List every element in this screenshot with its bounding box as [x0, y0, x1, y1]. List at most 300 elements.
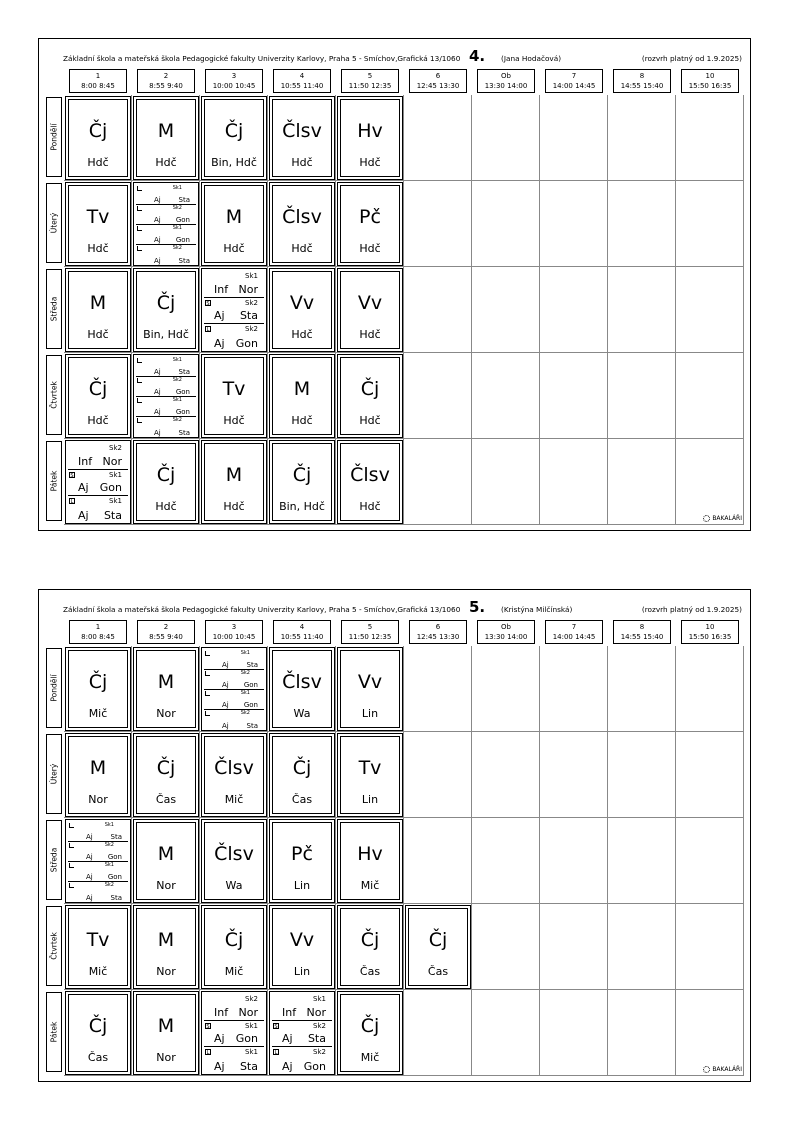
period-time: 15:50 16:35	[688, 633, 732, 641]
lesson-subject: Inf	[214, 1005, 229, 1019]
lesson-cell[interactable]	[337, 268, 403, 352]
grid-cell	[404, 353, 472, 439]
period-number: 8	[639, 623, 645, 631]
lesson-cell[interactable]	[337, 354, 403, 438]
group-label: Sk1	[245, 1048, 258, 1057]
lesson-inner	[340, 357, 400, 435]
grid-cell	[540, 267, 608, 353]
group-lesson[interactable]	[136, 245, 196, 265]
grid-cell	[540, 990, 608, 1076]
timetable-1	[38, 589, 751, 1082]
gear-icon	[703, 515, 710, 522]
lesson-cell[interactable]	[65, 647, 131, 731]
lesson-cell[interactable]	[133, 440, 199, 524]
group-marker-icon	[205, 651, 210, 656]
lesson-inner	[272, 271, 332, 349]
group-label: Sk2	[172, 245, 182, 251]
lesson-teacher: Hdč	[291, 156, 313, 169]
group-marker-icon	[69, 823, 74, 828]
lesson-inner	[272, 908, 332, 986]
split-lesson[interactable]	[201, 991, 267, 1075]
lesson-subject: Hv	[357, 843, 383, 865]
lesson-teacher: Hdč	[359, 242, 381, 255]
lesson-cell[interactable]	[133, 268, 199, 352]
lesson-cell[interactable]	[405, 905, 471, 989]
period-time: 8:55 9:40	[149, 82, 183, 90]
day-label-box	[46, 97, 62, 177]
lesson-cell[interactable]	[337, 905, 403, 989]
grid-cell	[540, 353, 608, 439]
period-time: 14:55 15:40	[620, 633, 664, 641]
validity-note: (rozvrh platný od 1.9.2025)	[641, 54, 742, 63]
group-lesson[interactable]	[272, 1021, 332, 1048]
period-number: 2	[163, 72, 169, 80]
grid-cell	[404, 181, 472, 267]
lesson-subject: Čj	[292, 757, 312, 779]
lesson-teacher: Gon	[107, 853, 122, 861]
period-time: 12:45 13:30	[416, 82, 460, 90]
lesson-subject: Aj	[154, 196, 161, 204]
period-header	[409, 620, 467, 644]
lesson-cell[interactable]	[337, 440, 403, 524]
lesson-subject: Aj	[222, 701, 229, 709]
group-label: Sk2	[104, 842, 114, 848]
lesson-subject: Aj	[214, 1032, 225, 1046]
lesson-teacher: Nor	[238, 1005, 258, 1019]
lesson-subject: Aj	[154, 368, 161, 376]
group-lesson[interactable]	[68, 496, 128, 523]
lesson-teacher: Gon	[175, 388, 190, 396]
lesson-subject: Vv	[357, 292, 383, 314]
period-header-row	[64, 620, 744, 644]
lesson-inner	[204, 736, 264, 814]
lesson-teacher: Hdč	[359, 156, 381, 169]
grid-cell	[676, 353, 744, 439]
lesson-subject: Aj	[154, 236, 161, 244]
day-label: Čtvrtek	[49, 932, 59, 960]
grid-cell	[608, 267, 676, 353]
period-header	[341, 620, 399, 644]
group-label: Sk1	[104, 862, 114, 868]
grid-cell	[472, 439, 540, 525]
grid-cell	[608, 732, 676, 818]
group-label: Sk2	[313, 1048, 326, 1057]
lesson-subject: M	[89, 292, 107, 314]
lesson-cell[interactable]	[269, 268, 335, 352]
grid-cell	[540, 646, 608, 732]
school-name: Základní škola a mateřská škola Pedagogické fakulty Univerzity Karlovy, Praha 5 - Smíchov,Grafická 13/1060	[63, 54, 461, 63]
group-marker-icon: S	[206, 300, 210, 307]
group-lesson[interactable]	[272, 1047, 332, 1074]
lesson-teacher: Sta	[246, 722, 258, 730]
lesson-subject: Tv	[222, 378, 246, 400]
grid-cell	[540, 95, 608, 181]
lesson-cell[interactable]	[201, 733, 267, 817]
grid-cell	[608, 439, 676, 525]
group-lesson[interactable]	[68, 842, 128, 862]
day-label: Pondělí	[49, 674, 59, 702]
lesson-teacher: Bin, Hdč	[211, 156, 257, 169]
lesson-inner	[68, 271, 128, 349]
lesson-cell[interactable]	[269, 819, 335, 903]
group-marker-icon	[137, 358, 142, 363]
lesson-subject: Aj	[154, 216, 161, 224]
period-header	[273, 69, 331, 93]
lesson-teacher: Hdč	[359, 328, 381, 341]
grid-cell	[472, 353, 540, 439]
lesson-teacher: Čas	[155, 793, 177, 806]
lesson-cell[interactable]	[337, 96, 403, 180]
period-header	[613, 69, 671, 93]
group-marker-icon	[205, 671, 210, 676]
day-label: Pátek	[49, 470, 59, 492]
lesson-teacher: Gon	[175, 216, 190, 224]
lesson-inner	[136, 736, 196, 814]
lesson-cell[interactable]	[133, 819, 199, 903]
group-label: Sk1	[240, 650, 250, 656]
grid-cell	[676, 818, 744, 904]
lesson-inner	[204, 443, 264, 521]
lesson-inner	[68, 650, 128, 728]
lesson-teacher: Sta	[239, 309, 258, 323]
lesson-subject: Čj	[224, 929, 244, 951]
group-label: Sk1	[109, 470, 122, 479]
grid-cell	[608, 181, 676, 267]
split-lesson[interactable]	[269, 991, 335, 1075]
group-label: Sk2	[245, 298, 258, 307]
group-label: Sk1	[172, 185, 182, 191]
lesson-subject: Čj	[88, 671, 108, 693]
group-lesson[interactable]	[136, 397, 196, 417]
lesson-cell[interactable]	[269, 647, 335, 731]
period-time: 13:30 14:00	[484, 82, 528, 90]
lesson-teacher: Sta	[178, 257, 190, 265]
lesson-inner	[68, 908, 128, 986]
lesson-teacher: Gon	[235, 1032, 258, 1046]
lesson-cell[interactable]	[65, 182, 131, 266]
lesson-inner	[340, 99, 400, 177]
lesson-inner	[272, 185, 332, 263]
lesson-subject: Člsv	[350, 464, 390, 486]
group-label: Sk1	[313, 995, 326, 1003]
grid-cell	[472, 818, 540, 904]
lesson-subject: Čj	[360, 929, 380, 951]
group-lesson[interactable]	[204, 710, 264, 730]
period-time: 10:55 11:40	[280, 633, 324, 641]
lesson-cell[interactable]	[269, 96, 335, 180]
day-label: Středa	[49, 847, 59, 873]
lesson-inner	[204, 99, 264, 177]
period-header	[681, 69, 739, 93]
lesson-teacher: Wa	[225, 879, 243, 892]
lesson-teacher: Čas	[87, 1051, 109, 1064]
bakalari-logo	[703, 1066, 742, 1073]
lesson-cell[interactable]	[337, 182, 403, 266]
lesson-subject: M	[157, 1015, 175, 1037]
grid-cell	[676, 181, 744, 267]
lesson-teacher: Nor	[88, 793, 108, 806]
lesson-teacher: Hdč	[291, 414, 313, 427]
period-number: 4	[299, 72, 305, 80]
period-time: 15:50 16:35	[688, 82, 732, 90]
day-label: Pátek	[49, 1021, 59, 1043]
split-lesson[interactable]	[201, 268, 267, 352]
group-label: Sk2	[240, 670, 250, 676]
group-label: Sk1	[109, 497, 122, 506]
lesson-subject: Vv	[289, 929, 315, 951]
lesson-subject: Čj	[156, 292, 176, 314]
lesson-inner	[272, 443, 332, 521]
period-time: 13:30 14:00	[484, 633, 528, 641]
group-lesson[interactable]	[204, 1021, 264, 1048]
group-marker-icon: L	[206, 327, 210, 334]
lesson-cell[interactable]	[269, 733, 335, 817]
period-header	[681, 620, 739, 644]
period-number: 7	[571, 72, 577, 80]
grid-cell	[608, 353, 676, 439]
lesson-inner	[136, 994, 196, 1072]
lesson-teacher: Hdč	[87, 242, 109, 255]
lesson-inner	[340, 736, 400, 814]
group-marker-icon	[137, 206, 142, 211]
lesson-inner	[272, 357, 332, 435]
lesson-cell[interactable]	[269, 182, 335, 266]
lesson-inner	[204, 185, 264, 263]
lesson-cell[interactable]	[269, 354, 335, 438]
group-lesson[interactable]	[68, 443, 128, 470]
grid-cell	[404, 990, 472, 1076]
logo-text: BAKALÁŘI	[712, 1066, 742, 1073]
group-marker-icon	[137, 378, 142, 383]
group-lesson[interactable]	[204, 271, 264, 298]
group-lesson[interactable]	[136, 357, 196, 377]
period-number: 5	[367, 623, 373, 631]
group-label: Sk2	[245, 995, 258, 1003]
day-label-box	[46, 820, 62, 900]
group-label: Sk1	[172, 357, 182, 363]
lesson-cell[interactable]	[201, 819, 267, 903]
lesson-cell[interactable]	[65, 354, 131, 438]
split-lesson[interactable]	[133, 182, 199, 266]
lesson-teacher: Gon	[175, 236, 190, 244]
lesson-teacher: Sta	[110, 833, 122, 841]
grid-cell	[608, 95, 676, 181]
lesson-subject: Inf	[282, 1005, 297, 1019]
lesson-subject: Aj	[214, 309, 225, 323]
lesson-cell[interactable]	[133, 991, 199, 1075]
period-header	[545, 620, 603, 644]
logo-text: BAKALÁŘI	[712, 515, 742, 522]
lesson-teacher: Wa	[293, 707, 311, 720]
period-header	[69, 620, 127, 644]
grid-cell	[676, 732, 744, 818]
lesson-subject: Čj	[88, 120, 108, 142]
group-label: Sk1	[172, 225, 182, 231]
lesson-subject: Aj	[86, 853, 93, 861]
grid-cell	[540, 181, 608, 267]
group-lesson[interactable]	[204, 690, 264, 710]
lesson-cell[interactable]	[133, 905, 199, 989]
lesson-inner	[68, 99, 128, 177]
lesson-teacher: Hdč	[223, 500, 245, 513]
lesson-inner	[68, 736, 128, 814]
lesson-cell[interactable]	[133, 96, 199, 180]
lesson-teacher: Gon	[243, 701, 258, 709]
grid-cell	[472, 181, 540, 267]
group-lesson[interactable]	[136, 225, 196, 245]
lesson-subject: Vv	[289, 292, 315, 314]
lesson-teacher: Sta	[307, 1032, 326, 1046]
group-lesson[interactable]	[68, 862, 128, 882]
group-marker-icon	[69, 843, 74, 848]
lesson-inner	[136, 271, 196, 349]
day-label: Úterý	[49, 763, 59, 785]
lesson-subject: M	[157, 120, 175, 142]
lesson-cell[interactable]	[201, 96, 267, 180]
lesson-cell[interactable]	[201, 354, 267, 438]
lesson-teacher: Hdč	[291, 328, 313, 341]
lesson-teacher: Nor	[306, 1005, 326, 1019]
grid-cell	[608, 646, 676, 732]
lesson-subject: Člsv	[214, 843, 254, 865]
lesson-subject: M	[157, 929, 175, 951]
lesson-subject: Tv	[358, 757, 382, 779]
group-label: Sk2	[104, 882, 114, 888]
lesson-cell[interactable]	[201, 182, 267, 266]
lesson-teacher: Hdč	[155, 500, 177, 513]
group-lesson[interactable]	[68, 470, 128, 497]
group-lesson[interactable]	[204, 670, 264, 690]
lesson-cell[interactable]	[65, 905, 131, 989]
lesson-teacher: Sta	[110, 894, 122, 902]
grid-cell	[540, 818, 608, 904]
lesson-cell[interactable]	[133, 647, 199, 731]
lesson-cell[interactable]	[337, 733, 403, 817]
lesson-subject: M	[157, 671, 175, 693]
group-marker-icon: S	[206, 1023, 210, 1030]
lesson-cell[interactable]	[65, 733, 131, 817]
group-marker-icon: S	[70, 472, 74, 479]
group-lesson[interactable]	[204, 1047, 264, 1074]
group-label: Sk1	[245, 272, 258, 280]
lesson-subject: Aj	[282, 1032, 293, 1046]
split-lesson[interactable]	[133, 354, 199, 438]
day-label: Pondělí	[49, 123, 59, 151]
group-lesson[interactable]	[272, 994, 332, 1021]
lesson-cell[interactable]	[201, 905, 267, 989]
group-lesson[interactable]	[68, 882, 128, 902]
group-lesson[interactable]	[204, 994, 264, 1021]
lesson-teacher: Lin	[293, 879, 311, 892]
day-label: Středa	[49, 296, 59, 322]
split-lesson[interactable]	[65, 440, 131, 524]
group-label: Sk2	[245, 325, 258, 334]
grid-cell	[472, 732, 540, 818]
group-lesson[interactable]	[204, 650, 264, 670]
lesson-cell[interactable]	[65, 991, 131, 1075]
lesson-subject: Aj	[222, 722, 229, 730]
period-header	[477, 620, 535, 644]
class-teacher: (Jana Hodačová)	[501, 54, 562, 63]
lesson-teacher: Gon	[99, 481, 122, 495]
period-header	[205, 69, 263, 93]
timetable-header	[39, 39, 750, 65]
group-lesson[interactable]	[204, 324, 264, 351]
group-lesson[interactable]	[136, 377, 196, 397]
day-label-box	[46, 734, 62, 814]
period-header	[545, 69, 603, 93]
group-label: Sk2	[172, 417, 182, 423]
lesson-teacher: Bin, Hdč	[143, 328, 189, 341]
lesson-subject: Čj	[88, 378, 108, 400]
group-marker-icon	[205, 691, 210, 696]
lesson-cell[interactable]	[337, 991, 403, 1075]
lesson-inner	[204, 908, 264, 986]
period-header	[137, 620, 195, 644]
lesson-inner	[68, 357, 128, 435]
split-lesson[interactable]	[201, 647, 267, 731]
lesson-subject: M	[293, 378, 311, 400]
lesson-cell[interactable]	[201, 440, 267, 524]
lesson-teacher: Mič	[88, 707, 108, 720]
group-marker-icon: L	[274, 1050, 278, 1057]
grid-cell	[608, 904, 676, 990]
group-lesson[interactable]	[68, 822, 128, 842]
lesson-teacher: Gon	[243, 681, 258, 689]
lesson-cell[interactable]	[337, 647, 403, 731]
lesson-subject: Aj	[86, 873, 93, 881]
lesson-cell[interactable]	[337, 819, 403, 903]
lesson-inner	[340, 185, 400, 263]
lesson-teacher: Mič	[360, 1051, 380, 1064]
lesson-subject: Aj	[78, 508, 89, 522]
lesson-cell[interactable]	[65, 96, 131, 180]
lesson-teacher: Hdč	[359, 414, 381, 427]
lesson-subject: Aj	[154, 257, 161, 265]
period-number: 3	[231, 72, 237, 80]
lesson-teacher: Mič	[224, 793, 244, 806]
lesson-teacher: Hdč	[87, 414, 109, 427]
day-label-box	[46, 441, 62, 521]
lesson-subject: Tv	[86, 929, 110, 951]
group-marker-icon	[137, 226, 142, 231]
lesson-cell[interactable]	[269, 440, 335, 524]
lesson-teacher: Gon	[107, 873, 122, 881]
lesson-cell[interactable]	[269, 905, 335, 989]
lesson-subject: Čj	[360, 1015, 380, 1037]
group-lesson[interactable]	[136, 205, 196, 225]
day-label-box	[46, 992, 62, 1072]
lesson-subject: Aj	[154, 429, 161, 437]
lesson-inner	[272, 822, 332, 900]
lesson-subject: Čj	[224, 120, 244, 142]
lesson-inner	[136, 908, 196, 986]
period-header	[477, 69, 535, 93]
group-lesson[interactable]	[136, 185, 196, 205]
group-lesson[interactable]	[136, 417, 196, 437]
group-marker-icon	[137, 246, 142, 251]
lesson-inner	[408, 908, 468, 986]
group-lesson[interactable]	[204, 298, 264, 325]
grid-cell	[676, 904, 744, 990]
grid-cell	[404, 439, 472, 525]
group-label: Sk1	[172, 397, 182, 403]
split-lesson[interactable]	[65, 819, 131, 903]
lesson-cell[interactable]	[65, 268, 131, 352]
lesson-subject: Aj	[154, 388, 161, 396]
grid-cell	[404, 267, 472, 353]
lesson-cell[interactable]	[133, 733, 199, 817]
